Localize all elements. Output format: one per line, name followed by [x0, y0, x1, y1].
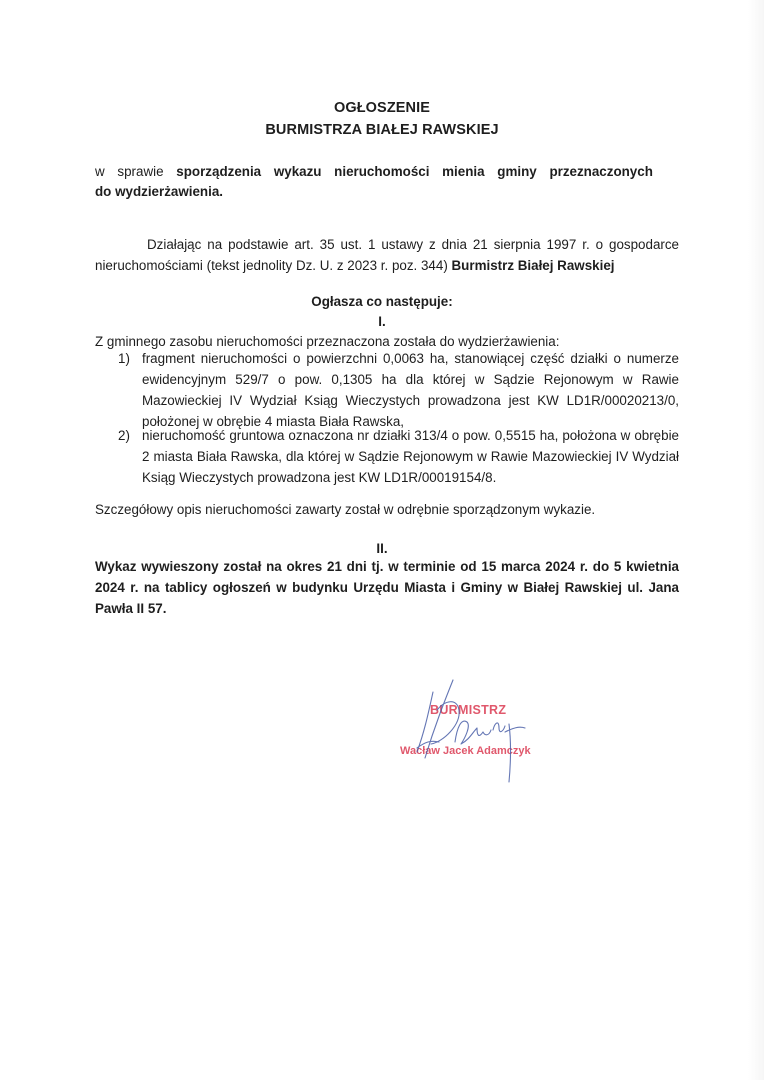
stamp-name: Wacław Jacek Adamczyk [400, 745, 531, 757]
document-title: OGŁOSZENIE [333, 100, 431, 116]
subject-prefix: w sprawie [95, 164, 164, 179]
subject-line-2: do wydzierżawienia. [95, 184, 223, 199]
list-item-number: 1) [118, 351, 130, 366]
section-2-numeral: II. [376, 541, 388, 556]
list-item-text: fragment nieruchomości o powierzchni 0,0063 ha, stanowiącej część działki o numerze ewidencyjnym 529/7 o pow. 0,1305 ha dla której w Sądzie Rejonowym w Rawie Mazowieckiej IV Wydział Ksiąg Wieczystych prowadzona jest KW LD1R/00020213/0, położonej w obrębie 4 miasta Biała Rawska, [142, 351, 679, 429]
document-subtitle: BURMISTRZA BIAŁEJ RAWSKIEJ [265, 122, 499, 138]
official-stamp [398, 700, 558, 790]
subject-bold-text: sporządzenia wykazu nieruchomości mienia gminy przeznaczonych [176, 164, 653, 179]
legal-basis-paragraph [95, 234, 679, 276]
list-item [118, 348, 679, 432]
legal-basis-text: Działając na podstawie art. 35 ust. 1 ustawy z dnia 21 sierpnia 1997 r. o gospodarce nieruchomościami (tekst jednolity Dz. U. z 2023 r. poz. 344) [95, 237, 679, 273]
list-item-text: nieruchomość gruntowa oznaczona nr działki 313/4 o pow. 0,5515 ha, położona w obrębie 2 miasta Biała Rawska, dla której w Sądzie Rejonowym w Rawie Mazowieckiej IV Wydział Ksiąg Wieczystych prowadzona jest KW LD1R/00019154/8. [142, 428, 679, 485]
announces-heading: Ogłasza co następuje: [311, 294, 453, 309]
stamp-title: BURMISTRZ [430, 703, 507, 717]
publication-paragraph: Wykaz wywieszony został na okres 21 dni tj. w terminie od 15 marca 2024 r. do 5 kwietnia 2024 r. na tablicy ogłoszeń w budynku Urzędu Miasta i Gminy w Białej Rawskiej ul. Jana Pawła II 57. [95, 559, 679, 616]
subject-line [95, 161, 679, 182]
legal-basis-authority: Burmistrz Białej Rawskiej [451, 258, 615, 273]
section-1-numeral: I. [378, 314, 386, 329]
section-1-intro: Z gminnego zasobu nieruchomości przeznaczona została do wydzierżawienia: [95, 334, 560, 349]
list-item-number: 2) [118, 428, 130, 443]
list-item [118, 425, 679, 488]
details-paragraph: Szczegółowy opis nieruchomości zawarty został w odrębnie sporządzonym wykazie. [95, 502, 596, 517]
